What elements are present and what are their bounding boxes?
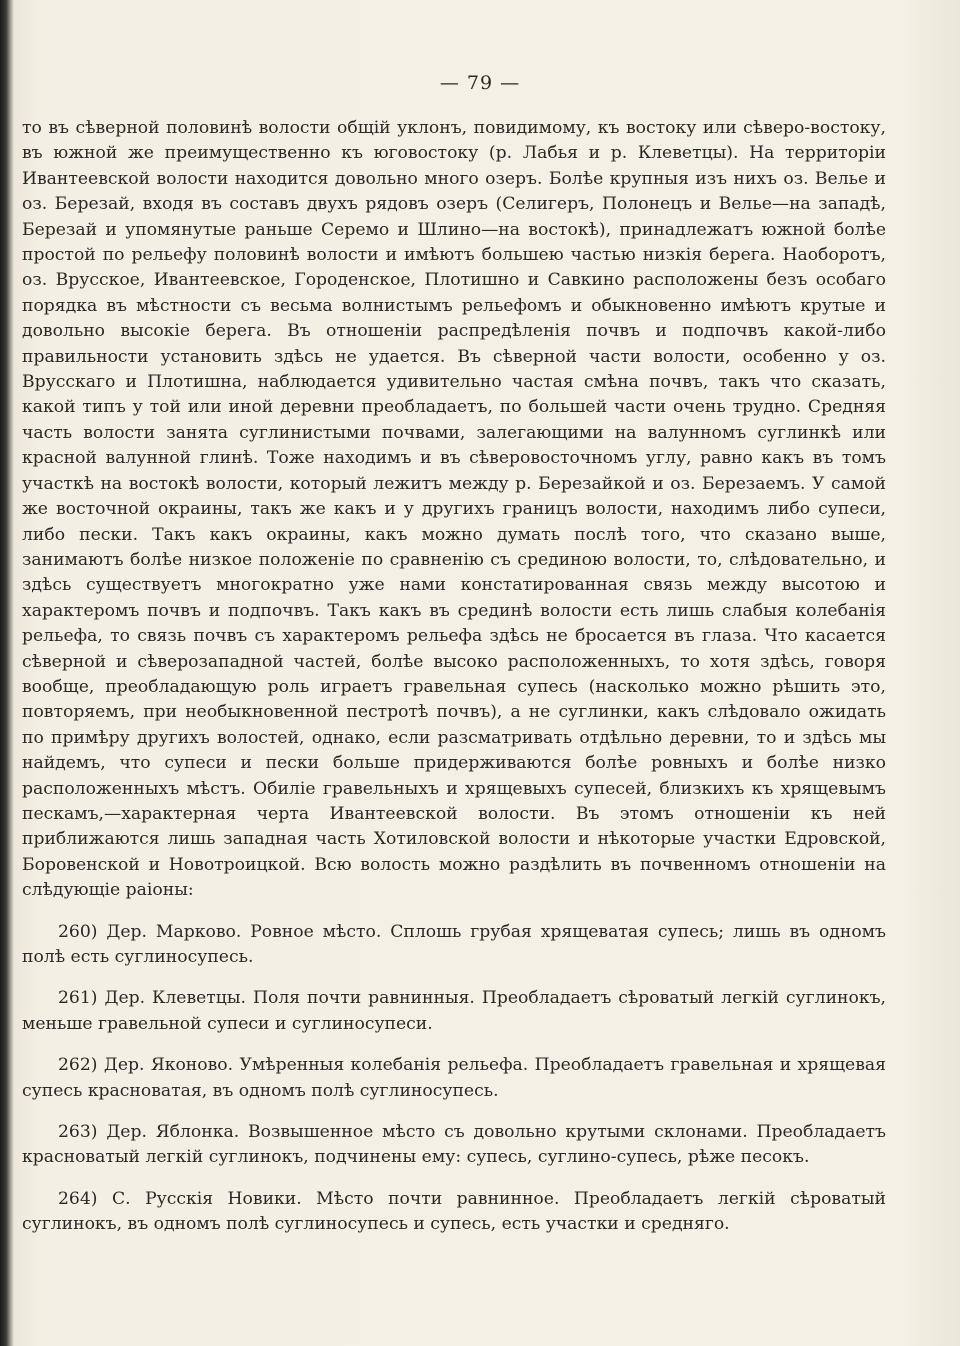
entry-261: 261) Дер. Клеветцы. Поля почти равнинныя. Преобладаетъ сѣроватый легкій суглинокъ, меньше гравельной супеси и суглиносупеси.: [22, 988, 886, 1034]
text-body: [22, 116, 886, 1238]
page-number: — 79 —: [439, 72, 521, 94]
entry-263: 263) Дер. Яблонка. Возвышенное мѣсто съ довольно крутыми склонами. Преобладаетъ красноватый легкій суглинокъ, подчинены ему: супесь, суглино-супесь, рѣже песокъ.: [22, 1122, 886, 1168]
book-spine-edge: [0, 0, 14, 1346]
district-entries: [22, 920, 886, 1238]
entry-260: 260) Дер. Марково. Ровное мѣсто. Сплошь грубая хрящеватая супесь; лишь въ одномъ полѣ есть суглиносупесь.: [22, 921, 886, 967]
entry-262: 262) Дер. Яконово. Умѣренныя колебанія рельефа. Преобладаетъ гравельная и хрящевая супесь красноватая, въ одномъ полѣ суглиносупесь.: [22, 1055, 886, 1101]
entry-264: 264) С. Русскія Новики. Мѣсто почти равнинное. Преобладаетъ легкій сѣроватый суглинокъ, въ одномъ полѣ суглиносупесь и супесь, есть участки и средняго.: [22, 1188, 886, 1235]
main-paragraph: то въ сѣверной половинѣ волости общій уклонъ, повидимому, къ востоку или сѣверо-востоку, въ южной же преимущественно къ юговостоку (р. Лабья и р. Клеветцы). На территоріи Ивантеевской волости находится довольно много озеръ. Болѣе крупныя изъ нихъ оз. Велье и оз. Березай, входя въ составъ двухъ рядовъ озеръ (Селигеръ, Полонецъ и Велье—на западѣ, Березай и упомянутые раньше Серемо и Шлино—на востокѣ), принадлежатъ южной болѣе простой по рельефу половинѣ волости и имѣютъ большею частью низкія берега. Наоборотъ, оз. Врусское, Ивантеевское, Городенское, Плотишно и Савкино расположены безъ особаго порядка въ мѣстности съ весьма волнистымъ рельефомъ и обыкновенно имѣютъ крутые и довольно высокіе берега. Въ отношеніи распредѣленія почвъ и подпочвъ какой-либо правильности установить здѣсь не удается. Въ сѣверной части волости, особенно у оз. Врусскаго и Плотишна, наблюдается удивительно частая смѣна почвъ, такъ что сказать, какой типъ у той или иной деревни преобладаетъ, по большей части очень трудно. Средняя часть волости занята суглинистыми почвами, залегающими на валунномъ суглинкѣ или красной валунной глинѣ. Тоже находимъ и въ сѣверовосточномъ углу, равно какъ въ томъ участкѣ на востокѣ волости, который лежитъ между р. Березайкой и оз. Березаемъ. У самой же восточной окраины, такъ же какъ и у другихъ границъ волости, находимъ либо супеси, либо пески. Такъ какъ окраины, какъ можно думать послѣ того, что сказано выше, занимаютъ болѣе низкое положеніе по сравненію съ срединою волости, то, слѣдовательно, и здѣсь существуетъ многократно уже нами констатированная связь между высотою и характеромъ почвъ и подпочвъ. Такъ какъ въ срединѣ волости есть лишь слабыя колебанія рельефа, то связь почвъ съ характеромъ рельефа здѣсь не бросается въ глаза. Что касается сѣверной и сѣверозападной частей, болѣе высоко расположенныхъ, то хотя здѣсь, говоря вообще, преобладающую роль играетъ гравельная супесь (насколько можно рѣшить это, повторяемъ, при необыкновенной пестротѣ почвъ), а не суглинки, какъ слѣдовало ожидать по примѣру другихъ волостей, однако, если разсматривать отдѣльно деревни, то и здѣсь мы найдемъ, что супеси и пески больше придерживаются болѣе ровныхъ и болѣе низко расположенныхъ мѣстъ. Обиліе гравельныхъ и хрящевыхъ супесей, близкихъ къ хрящевымъ пескамъ,—характерная черта Ивантеевской волости. Въ этомъ отношеніи къ ней приближаются лишь западная часть Хотиловской волости и нѣкоторые участки Едровской, Боровенской и Новотроицкой. Всю волость можно раздѣлить въ почвенномъ отношеніи на слѣдующіе раіоны:: [22, 118, 886, 901]
